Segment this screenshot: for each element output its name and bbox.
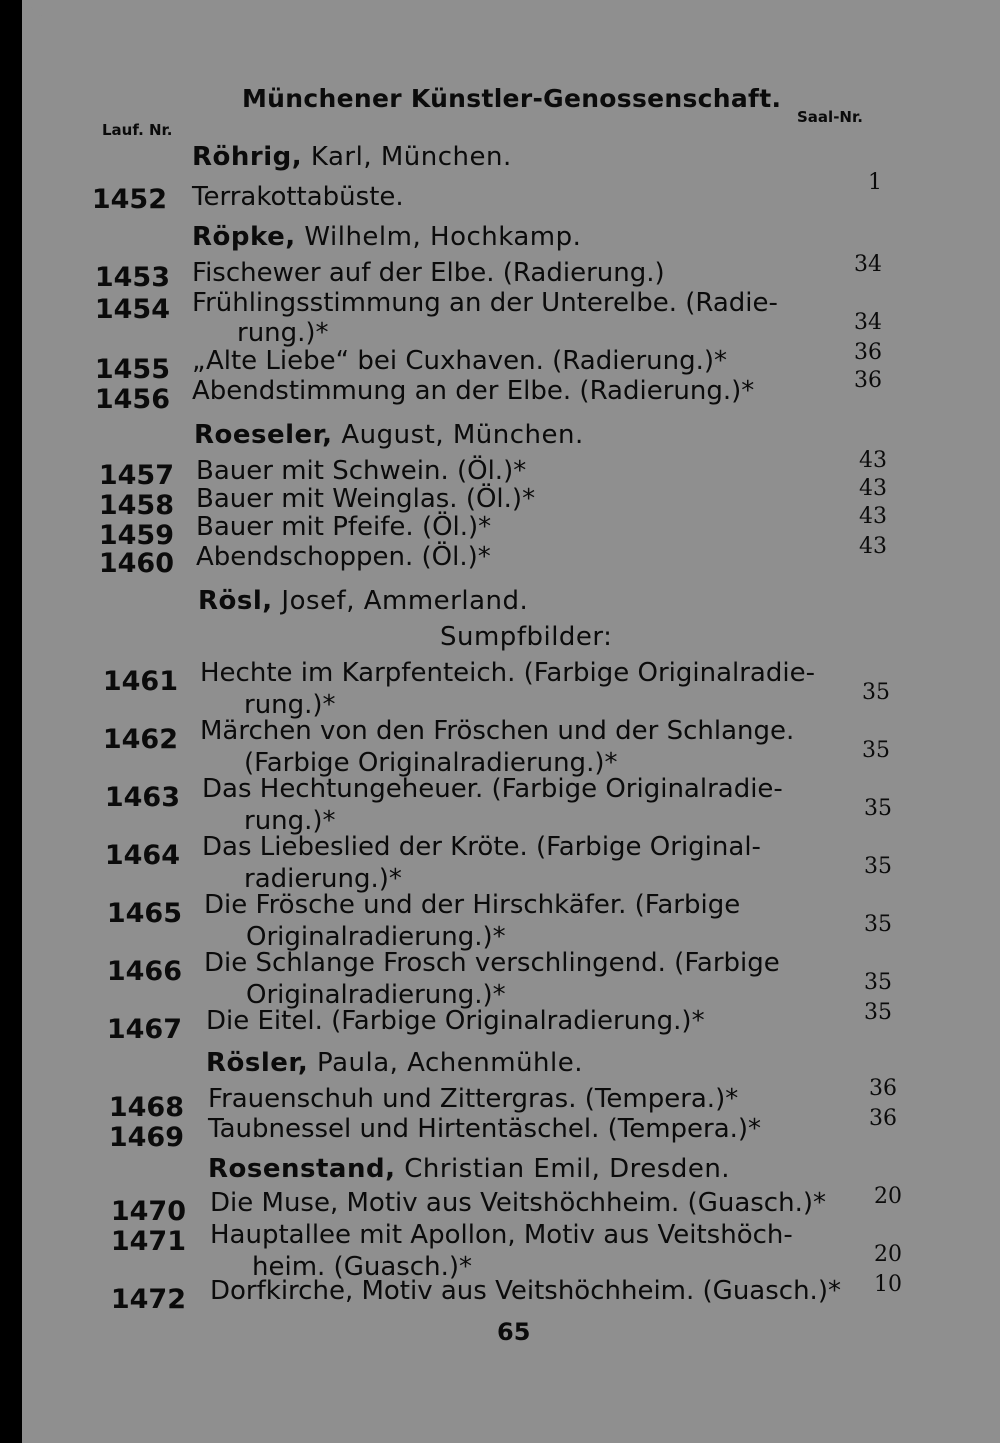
entry-number: 1472 xyxy=(110,1284,186,1315)
entry-title-continued: Originalradierung.)* xyxy=(246,980,506,1010)
entry-title: Das Liebeslied der Kröte. (Farbige Original- xyxy=(202,832,761,862)
entry-number: 1470 xyxy=(110,1196,186,1227)
entry-number: 1462 xyxy=(102,724,178,755)
entry-number: 1455 xyxy=(94,354,170,385)
room-number: 20 xyxy=(874,1184,902,1209)
entry-title: Märchen von den Fröschen und der Schlange. xyxy=(200,716,795,746)
entry-title: Fischewer auf der Elbe. (Radierung.) xyxy=(192,258,665,288)
room-number: 36 xyxy=(854,340,882,365)
room-number: 35 xyxy=(864,1000,892,1025)
artist-heading: Röpke, Wilhelm, Hochkamp. xyxy=(192,222,582,252)
entry-title-continued: rung.)* xyxy=(244,806,336,836)
entry-title: Frauenschuh und Zittergras. (Tempera.)* xyxy=(208,1084,739,1114)
entry-number: 1465 xyxy=(106,898,182,929)
entry-title: Die Schlange Frosch verschlingend. (Farbige xyxy=(204,948,780,978)
entry-title: Frühlingsstimmung an der Unterelbe. (Radie- xyxy=(192,288,778,318)
room-number: 43 xyxy=(859,476,887,501)
entry-number: 1468 xyxy=(108,1092,184,1123)
entry-title: Die Eitel. (Farbige Originalradierung.)* xyxy=(206,1006,705,1036)
room-number: 35 xyxy=(864,796,892,821)
entry-title-continued: radierung.)* xyxy=(244,864,402,894)
entry-title-continued: (Farbige Originalradierung.)* xyxy=(244,748,618,778)
entry-number: 1457 xyxy=(98,460,174,491)
room-number: 35 xyxy=(864,854,892,879)
entry-title: Das Hechtungeheuer. (Farbige Originalradie- xyxy=(202,774,783,804)
room-number: 35 xyxy=(864,970,892,995)
catalog-page xyxy=(22,0,1000,1443)
entry-title: Hauptallee mit Apollon, Motiv aus Veitshöch- xyxy=(210,1220,793,1250)
room-number-label: Saal-Nr. xyxy=(797,108,863,126)
page-number: 65 xyxy=(497,1318,531,1346)
entry-number: 1461 xyxy=(102,666,178,697)
section-subheading: Sumpfbilder: xyxy=(440,622,613,652)
entry-title: Die Muse, Motiv aus Veitshöchheim. (Guasch.)* xyxy=(210,1188,826,1218)
entry-number: 1458 xyxy=(98,490,174,521)
room-number: 36 xyxy=(869,1106,897,1131)
entry-title: Hechte im Karpfenteich. (Farbige Originalradie- xyxy=(200,658,815,688)
room-number: 10 xyxy=(874,1272,902,1297)
entry-title: Bauer mit Weinglas. (Öl.)* xyxy=(196,484,536,514)
room-number: 35 xyxy=(862,738,890,763)
room-number: 34 xyxy=(854,310,882,335)
page-title: Münchener Künstler-Genossenschaft. xyxy=(242,84,782,113)
room-number: 36 xyxy=(869,1076,897,1101)
page-corner xyxy=(30,0,44,16)
entry-number: 1471 xyxy=(110,1226,186,1257)
entry-number: 1454 xyxy=(94,294,170,325)
entry-number: 1464 xyxy=(104,840,180,871)
entry-number: 1469 xyxy=(108,1122,184,1153)
entry-title-continued: Originalradierung.)* xyxy=(246,922,506,952)
entry-title: Bauer mit Pfeife. (Öl.)* xyxy=(196,512,492,542)
artist-heading: Rösler, Paula, Achenmühle. xyxy=(206,1048,584,1078)
entry-number: 1467 xyxy=(106,1014,182,1045)
entry-title: Taubnessel und Hirtentäschel. (Tempera.)* xyxy=(208,1114,762,1144)
entry-title-continued: heim. (Guasch.)* xyxy=(252,1252,472,1282)
entry-number: 1453 xyxy=(94,262,170,293)
artist-heading: Rosenstand, Christian Emil, Dresden. xyxy=(208,1154,731,1184)
entry-title: Dorfkirche, Motiv aus Veitshöchheim. (Guasch.)* xyxy=(210,1276,841,1306)
entry-title: „Alte Liebe“ bei Cuxhaven. (Radierung.)* xyxy=(192,346,728,376)
entry-title-continued: rung.)* xyxy=(237,318,329,348)
entry-number: 1466 xyxy=(106,956,182,987)
entry-title: Abendschoppen. (Öl.)* xyxy=(196,542,491,572)
entry-number: 1460 xyxy=(98,548,174,579)
artist-heading: Rösl, Josef, Ammerland. xyxy=(198,586,529,616)
artist-heading: Röhrig, Karl, München. xyxy=(192,142,512,172)
entry-number: 1463 xyxy=(104,782,180,813)
room-number: 35 xyxy=(862,680,890,705)
entry-title: Die Frösche und der Hirschkäfer. (Farbige xyxy=(204,890,741,920)
artist-heading: Roeseler, August, München. xyxy=(194,420,584,450)
entry-title: Terrakottabüste. xyxy=(192,182,404,212)
room-number: 43 xyxy=(859,448,887,473)
entry-title-continued: rung.)* xyxy=(244,690,336,720)
entry-title: Abendstimmung an der Elbe. (Radierung.)* xyxy=(192,376,755,406)
room-number: 36 xyxy=(854,368,882,393)
book-spine xyxy=(0,0,22,1443)
room-number: 35 xyxy=(864,912,892,937)
room-number: 43 xyxy=(859,534,887,559)
entry-number: 1459 xyxy=(98,520,174,551)
entry-title: Bauer mit Schwein. (Öl.)* xyxy=(196,456,527,486)
room-number: 34 xyxy=(854,252,882,277)
room-number: 20 xyxy=(874,1242,902,1267)
entry-number: 1456 xyxy=(94,384,170,415)
room-number: 1 xyxy=(868,170,882,195)
entry-number: 1452 xyxy=(91,184,167,215)
running-number-label: Lauf. Nr. xyxy=(102,121,173,139)
room-number: 43 xyxy=(859,504,887,529)
